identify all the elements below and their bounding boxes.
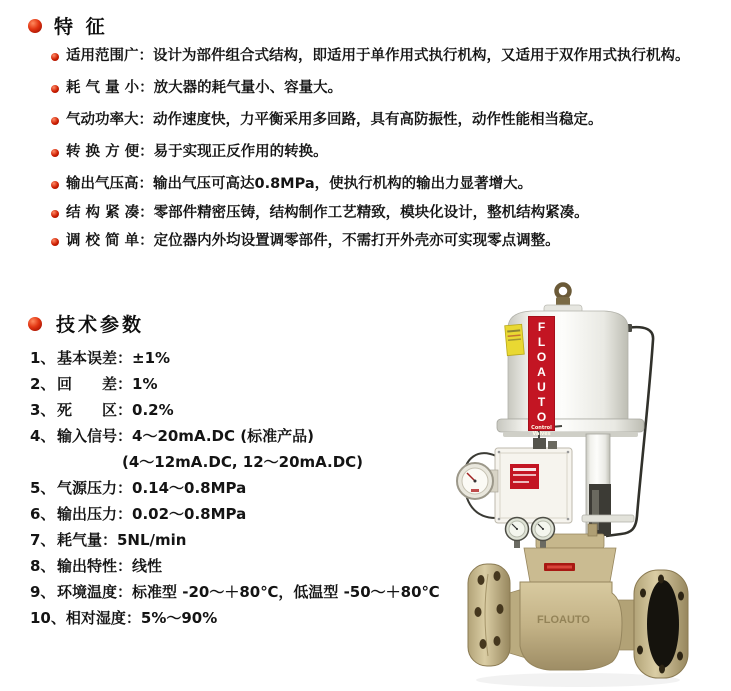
param-row	[30, 583, 440, 601]
feature-item: 耗 气 量 小：放大器的耗气量小、容量大。	[66, 80, 343, 96]
bullet-icon	[51, 117, 59, 125]
screw-icon	[567, 451, 570, 454]
param-text: 死 区：0.2%	[57, 401, 174, 419]
left-flange	[468, 564, 510, 666]
embossed-brand-text: FLOAUTO	[537, 614, 590, 626]
feature-item: 输出气压高：输出气压可高达0.8MPa，使执行机构的输出力显著增大。	[66, 176, 533, 192]
param-row	[30, 349, 170, 367]
pipe-fitting	[548, 441, 557, 449]
screw-icon	[498, 518, 501, 521]
section-bullet-icon	[28, 317, 42, 331]
param-number: 3、	[30, 401, 56, 419]
param-text: 输出压力：0.02～0.8MPa	[57, 505, 247, 523]
param-text: 输出特性：线性	[57, 557, 163, 575]
screw-icon	[498, 451, 501, 454]
screw-icon	[567, 518, 570, 521]
brand-name: FLOAUTO	[534, 320, 549, 425]
param-number: 5、	[30, 479, 56, 497]
param-row	[30, 557, 162, 575]
right-flange	[634, 570, 688, 678]
bonnet-nameplate	[544, 563, 575, 571]
param-row	[30, 375, 157, 393]
bullet-icon	[51, 238, 59, 246]
features-heading: 特 征	[54, 16, 108, 38]
bolt-stud	[588, 524, 597, 536]
param-number: 4、	[30, 427, 56, 445]
cylinder-rim-lip	[503, 432, 638, 437]
valve-body	[520, 582, 622, 670]
pressure-gauge-large	[457, 463, 493, 499]
param-number: 6、	[30, 505, 56, 523]
param-row	[30, 609, 217, 627]
cylinder-bottom-rim	[497, 419, 644, 432]
param-continuation: (4～12mA.DC, 12～20mA.DC)	[122, 453, 364, 471]
param-text: 输入信号：4～20mA.DC (标准产品)	[57, 427, 314, 445]
param-text: 相对湿度：5%～90%	[65, 609, 218, 627]
param-row	[30, 505, 246, 523]
param-row	[30, 479, 246, 497]
product-photo-control-valve	[440, 278, 731, 691]
lifting-eye-icon	[557, 285, 570, 298]
feature-item: 转 换 方 便：易于实现正反作用的转换。	[66, 144, 328, 160]
param-number: 10、	[30, 609, 66, 627]
parameters-heading: 技术参数	[56, 314, 145, 336]
param-number: 8、	[30, 557, 56, 575]
section-bullet-icon	[28, 19, 42, 33]
pressure-gauge-small	[532, 518, 555, 541]
param-row	[30, 401, 174, 419]
actuator-cylinder	[508, 311, 628, 419]
pipe-fitting	[533, 438, 546, 449]
bullet-icon	[51, 53, 59, 61]
feature-item: 调 校 简 单：定位器内外均设置调零部件，不需打开外壳亦可实现零点调整。	[66, 233, 560, 249]
warning-label	[505, 324, 525, 355]
param-text: 回 差：1%	[57, 375, 158, 393]
param-number: 1、	[30, 349, 56, 367]
brand-banner	[528, 316, 555, 437]
param-text: 基本误差：±1%	[57, 349, 171, 367]
pressure-gauge-small	[506, 518, 529, 541]
param-text: 气源压力：0.14～0.8MPa	[57, 479, 247, 497]
feature-item: 适用范围广：设计为部件组合式结构，即适用于单作用式执行机构，又适用于双作用式执行机构。	[66, 48, 690, 64]
feature-item: 结 构 紧 凑：零部件精密压铸，结构制作工艺精致，模块化设计，整机结构紧凑。	[66, 205, 589, 221]
param-row	[30, 531, 186, 549]
support-bracket	[582, 515, 634, 522]
param-number: 7、	[30, 531, 56, 549]
param-text: 环境温度：标准型 -20～＋80℃，低温型 -50～＋80℃	[57, 583, 440, 601]
param-number: 2、	[30, 375, 56, 393]
brand-subtitle: Control Valves	[531, 425, 552, 437]
param-row	[30, 427, 314, 445]
positioner-nameplate	[510, 464, 539, 489]
param-number: 9、	[30, 583, 56, 601]
feature-item: 气动功率大：动作速度快，力平衡采用多回路，具有高防振性，动作性能相当稳定。	[66, 112, 603, 128]
bullet-icon	[51, 181, 59, 189]
bullet-icon	[51, 85, 59, 93]
param-text: 耗气量：5NL/min	[57, 531, 187, 549]
bullet-icon	[51, 149, 59, 157]
bullet-icon	[51, 210, 59, 218]
